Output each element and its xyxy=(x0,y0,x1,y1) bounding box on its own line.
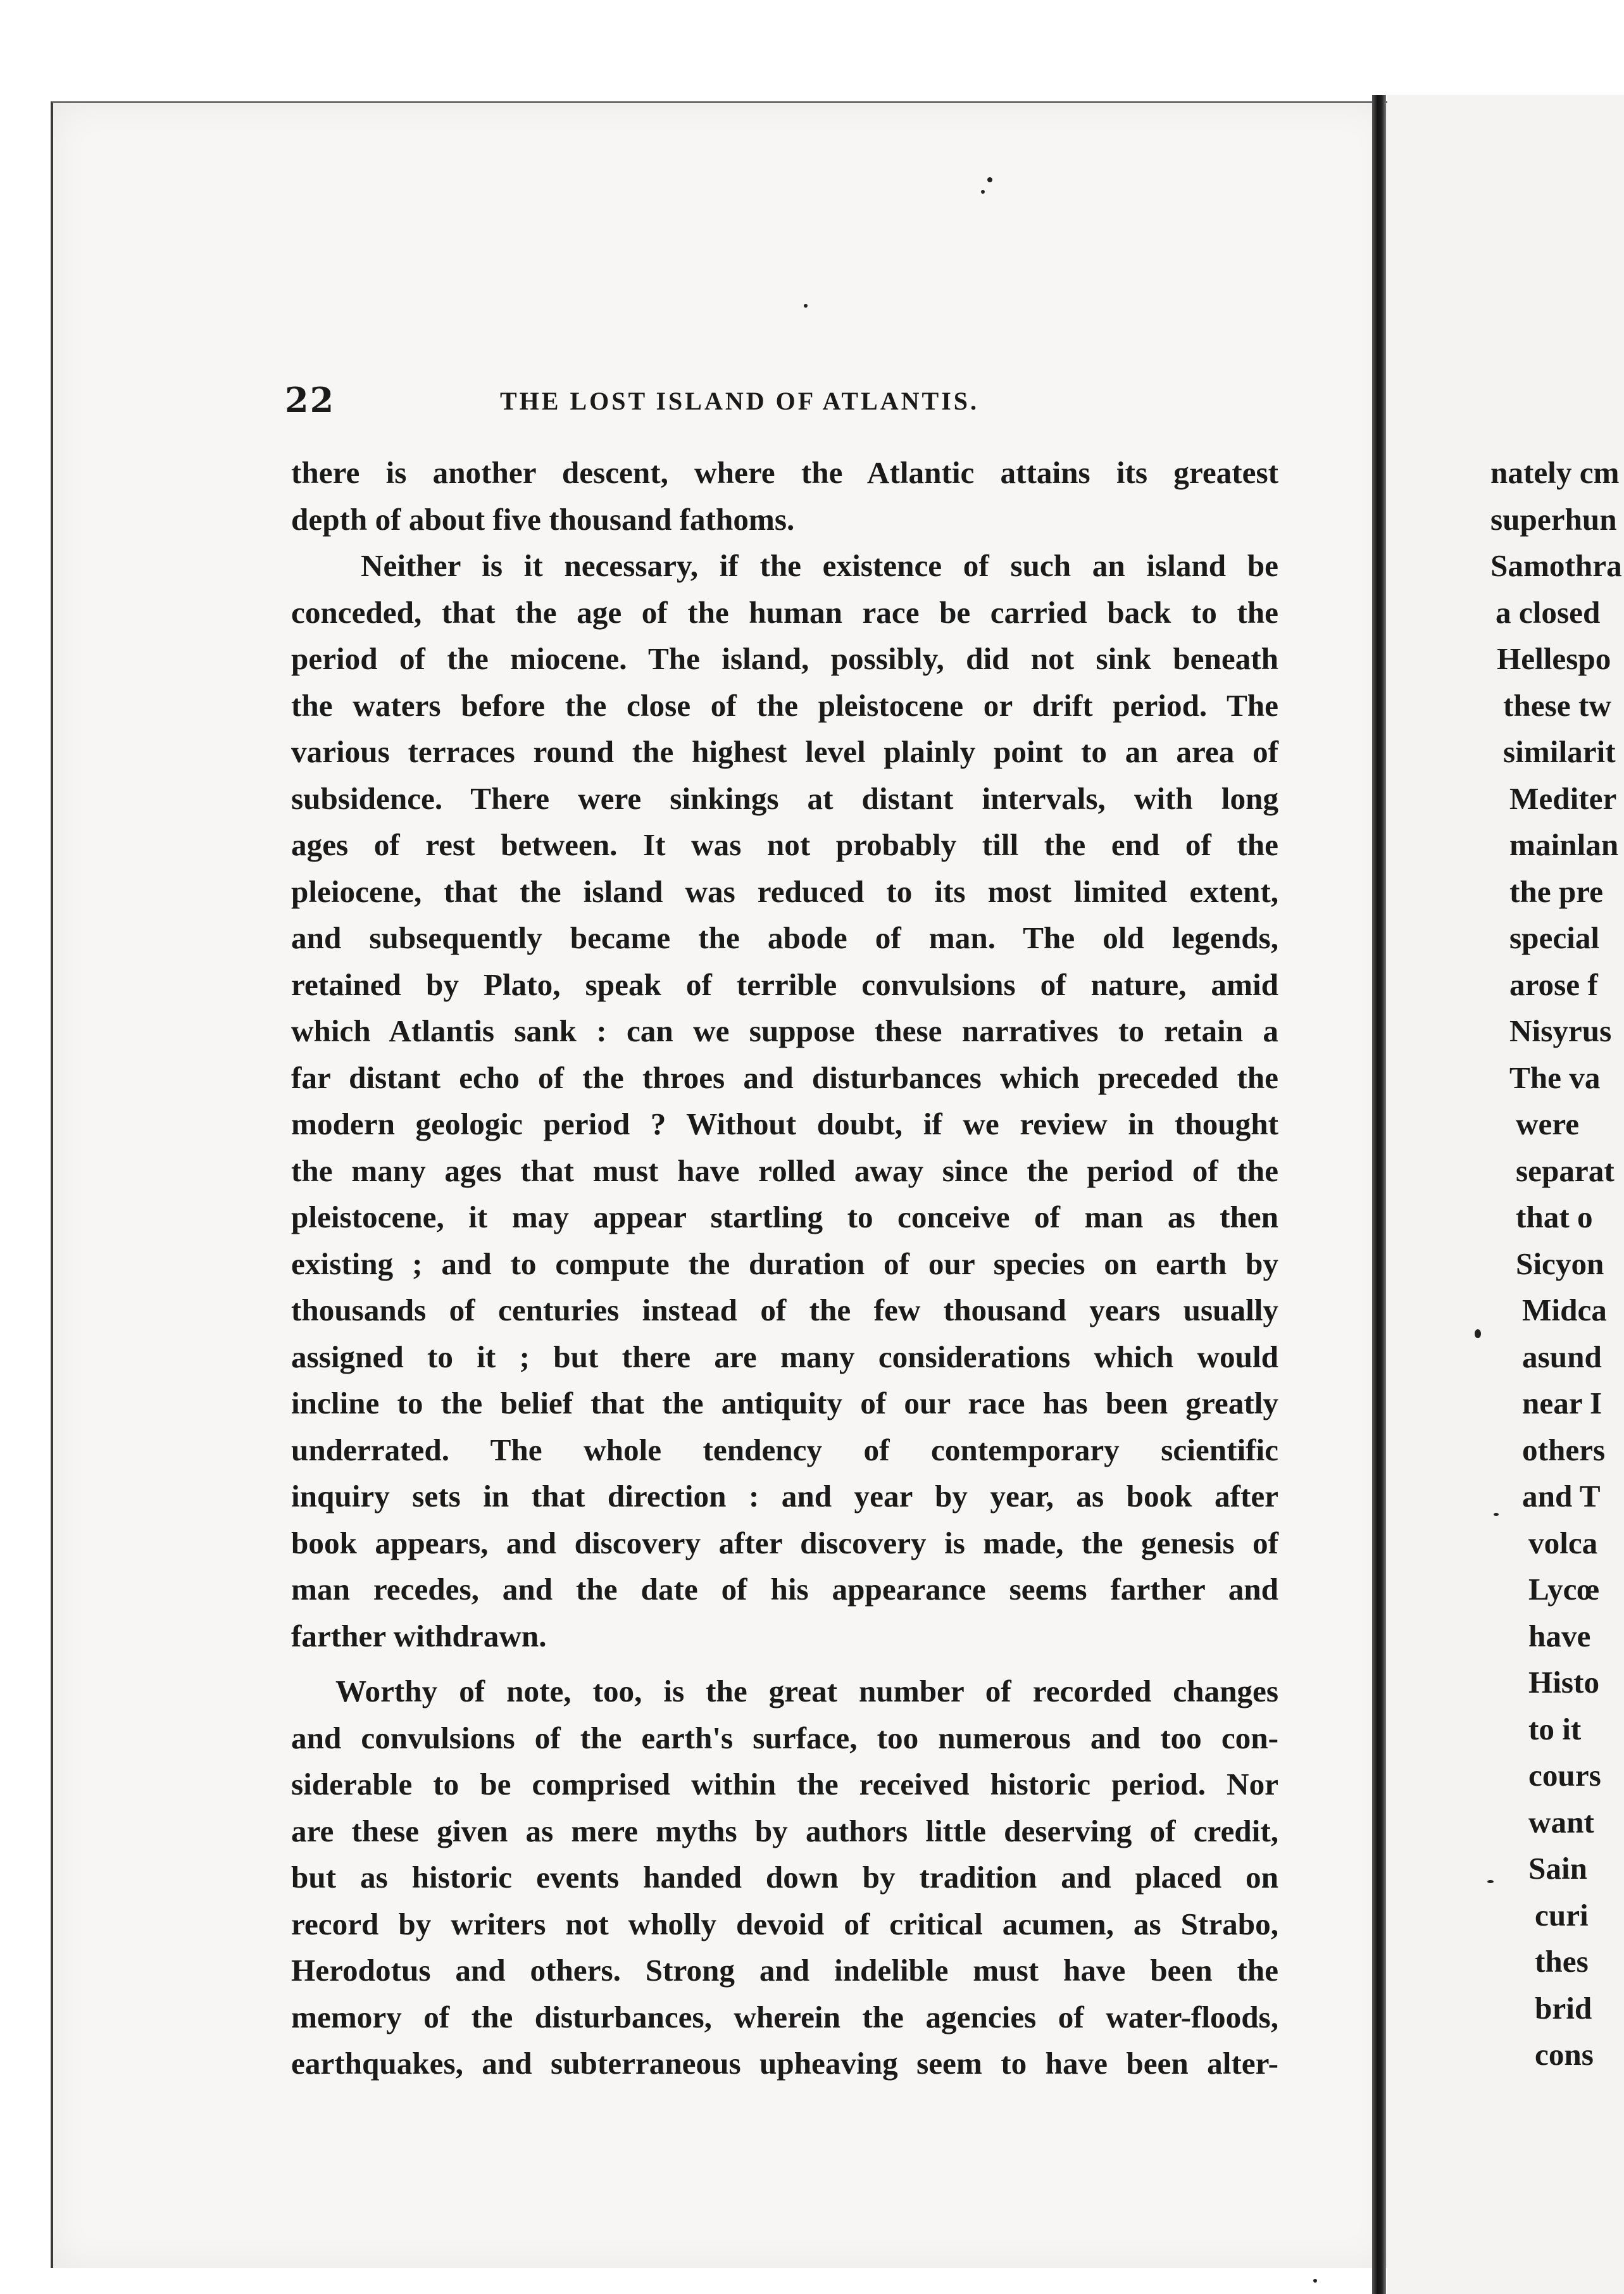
text-line: retained by Plato, speak of terrible convulsions of nature, amid xyxy=(291,967,1278,1002)
scan-speck xyxy=(804,304,808,308)
facing-line: nately cm xyxy=(1490,455,1620,490)
text-line: ages of rest between. It was not probably till the end of the xyxy=(291,827,1278,862)
facing-line: Histo xyxy=(1528,1665,1600,1700)
page-number: 22 xyxy=(285,380,335,420)
facing-line: Nisyrus xyxy=(1509,1013,1612,1048)
scan-speck xyxy=(1475,1329,1481,1338)
facing-line: Midca xyxy=(1522,1293,1607,1327)
body-text xyxy=(291,449,1278,2087)
text-line: Neither is it necessary, if the existence of such an island be xyxy=(361,548,1278,583)
facing-line: Mediter xyxy=(1509,780,1617,816)
text-line: but as historic events handed down by tradition and placed on xyxy=(291,1860,1278,1895)
text-line: underrated. The whole tendency of contemporary scientific xyxy=(291,1432,1278,1467)
scan-margin-top xyxy=(0,0,1624,95)
facing-line: asund xyxy=(1522,1339,1602,1374)
text-line: assigned to it ; but there are many considerations which would xyxy=(291,1339,1278,1374)
facing-line: have xyxy=(1528,1618,1591,1653)
facing-line: The va xyxy=(1509,1060,1601,1095)
facing-line: volca xyxy=(1528,1525,1598,1560)
text-line: farther withdrawn. xyxy=(291,1618,547,1653)
text-line: the waters before the close of the pleistocene or drift period. The xyxy=(291,687,1278,723)
facing-line: Samothra xyxy=(1490,548,1622,583)
text-line: siderable to be comprised within the received historic period. Nor xyxy=(291,1767,1278,1802)
text-line: far distant echo of the throes and disturbances which preceded the xyxy=(291,1060,1278,1095)
scan-speck xyxy=(1487,1880,1494,1883)
facing-page-text xyxy=(1490,449,1624,2078)
text-line: the many ages that must have rolled away since the period of the xyxy=(291,1153,1278,1188)
text-line: and convulsions of the earth's surface, too numerous and too con- xyxy=(291,1720,1278,1755)
facing-line: thes xyxy=(1535,1944,1589,1979)
facing-line: Hellespo xyxy=(1497,641,1611,676)
facing-line: cons xyxy=(1535,2037,1594,2072)
text-line: pleistocene, it may appear startling to conceive of man as then xyxy=(291,1200,1278,1234)
text-line: thousands of centuries instead of the few thousand years usually xyxy=(291,1293,1278,1327)
scan-speck xyxy=(1313,2279,1317,2283)
facing-line: near I xyxy=(1522,1386,1602,1420)
text-line: and subsequently became the abode of man. The old legends, xyxy=(291,920,1278,955)
text-line: pleiocene, that the island was reduced to its most limited extent, xyxy=(291,874,1278,909)
text-line: earthquakes, and subterraneous upheaving seem to have been alter- xyxy=(291,2046,1278,2081)
text-line: are these given as mere myths by authors little deserving of credit, xyxy=(291,1813,1278,1848)
scan-speck xyxy=(987,177,992,182)
text-line: man recedes, and the date of his appearance seems farther and xyxy=(291,1572,1278,1607)
text-line: subsidence. There were sinkings at distant intervals, with long xyxy=(291,780,1278,816)
facing-line: Lycœ xyxy=(1528,1572,1600,1607)
facing-line: Sain xyxy=(1528,1851,1587,1886)
facing-line: were xyxy=(1516,1106,1580,1141)
facing-line: and T xyxy=(1522,1479,1601,1514)
text-line: Herodotus and others. Strong and indelible must have been the xyxy=(291,1953,1278,1988)
facing-line: arose f xyxy=(1509,967,1598,1002)
facing-line: curi xyxy=(1535,1897,1589,1933)
facing-line: mainlan xyxy=(1509,827,1619,862)
text-line: inquiry sets in that direction : and year by year, as book after xyxy=(291,1479,1278,1514)
facing-line: Sicyon xyxy=(1516,1246,1604,1281)
text-line: Worthy of note, too, is the great number of recorded changes xyxy=(335,1674,1278,1708)
text-line: modern geologic period ? Without doubt, if we review in thought xyxy=(291,1106,1278,1141)
text-line: record by writers not wholly devoid of critical acumen, as Strabo, xyxy=(291,1906,1278,1941)
facing-line: to it xyxy=(1528,1711,1582,1746)
text-line: existing ; and to compute the duration of our species on earth by xyxy=(291,1246,1278,1281)
facing-line: others xyxy=(1522,1432,1606,1467)
facing-line: similarit xyxy=(1503,734,1616,769)
book-gutter xyxy=(1372,95,1386,2294)
facing-line: these tw xyxy=(1503,687,1611,723)
text-line: there is another descent, where the Atlantic attains its greatest xyxy=(291,455,1278,490)
text-line: book appears, and discovery after discovery is made, the genesis of xyxy=(291,1525,1278,1560)
facing-line: want xyxy=(1528,1804,1594,1840)
scan-speck xyxy=(1494,1513,1499,1516)
text-line: conceded, that the age of the human race be carried back to the xyxy=(291,594,1278,630)
facing-line: that o xyxy=(1516,1200,1593,1234)
text-line: period of the miocene. The island, possibly, did not sink beneath xyxy=(291,641,1278,676)
text-line: various terraces round the highest level plainly point to an area of xyxy=(291,734,1278,769)
scan-speck xyxy=(981,190,985,194)
facing-line: cours xyxy=(1528,1758,1601,1793)
text-line: memory of the disturbances, wherein the agencies of water-floods, xyxy=(291,1999,1278,2034)
text-line: incline to the belief that the antiquity of our race has been greatly xyxy=(291,1386,1278,1420)
facing-line: superhun xyxy=(1490,501,1617,537)
text-line: depth of about five thousand fathoms. xyxy=(291,501,795,537)
text-line: which Atlantis sank : can we suppose these narratives to retain a xyxy=(291,1013,1278,1048)
facing-line: separat xyxy=(1516,1153,1615,1188)
running-head xyxy=(285,380,1272,430)
facing-line: brid xyxy=(1535,1990,1592,2026)
facing-line: a closed xyxy=(1496,594,1601,630)
running-title: THE LOST ISLAND OF ATLANTIS. xyxy=(500,387,980,415)
facing-line: special xyxy=(1509,920,1600,955)
facing-line: the pre xyxy=(1509,874,1603,909)
